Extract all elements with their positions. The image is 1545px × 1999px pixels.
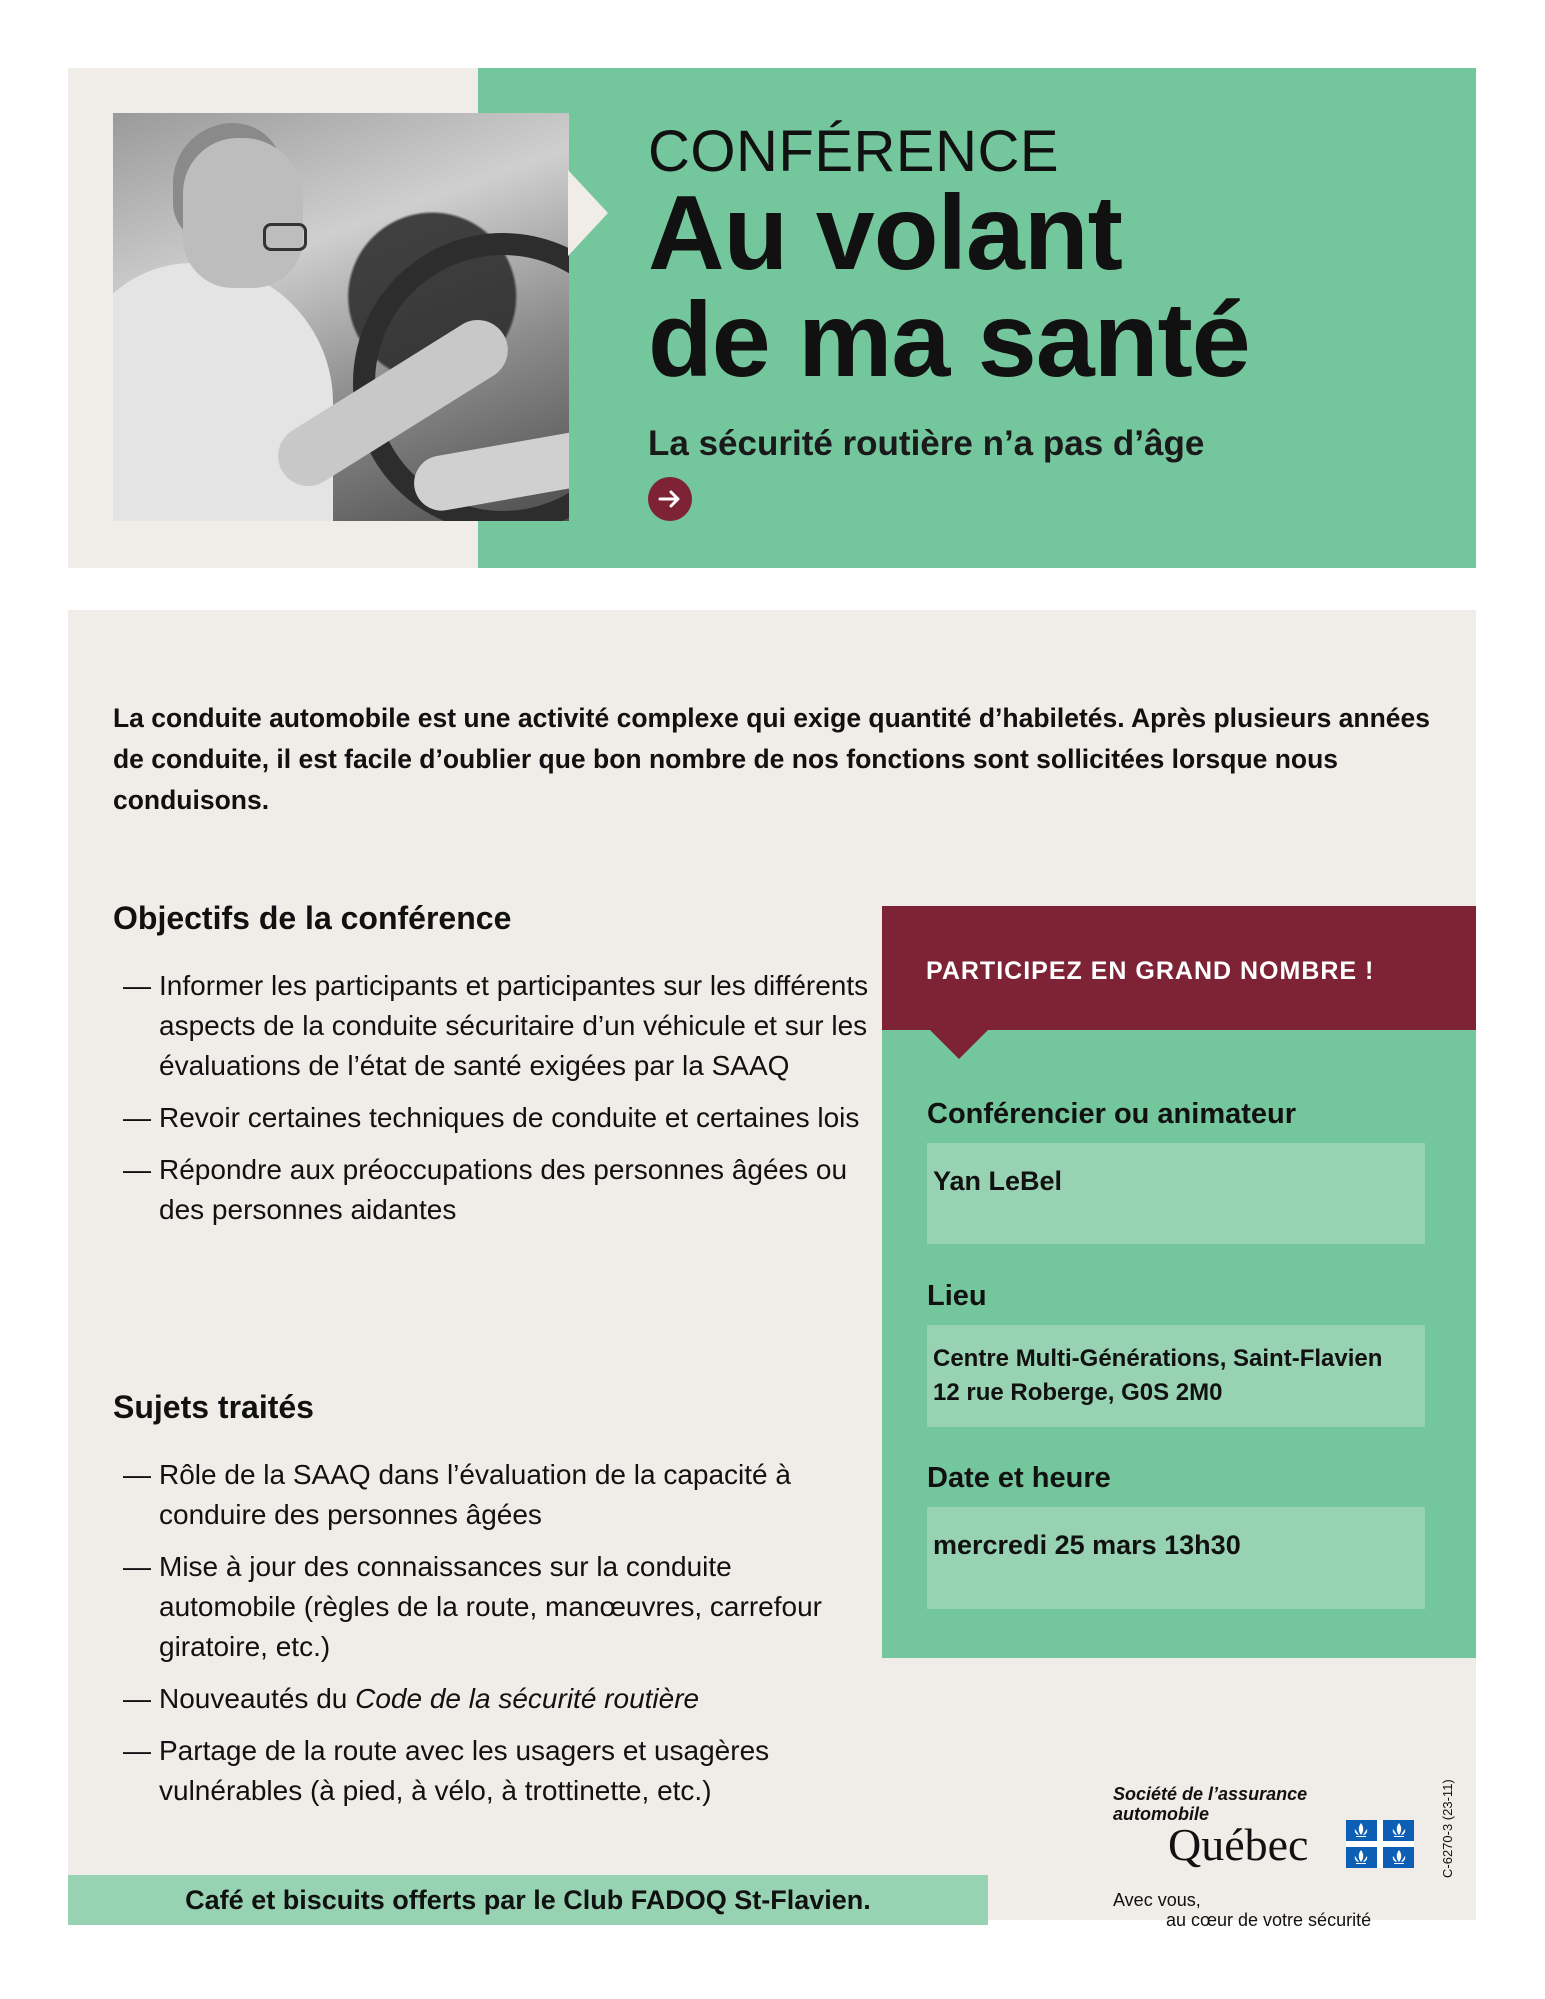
saaq-name-line-2: automobile [1113,1804,1210,1824]
date-label: Date et heure [927,1462,1111,1494]
title-line-2: de ma santé [648,281,1250,399]
sujets-heading: Sujets traités [113,1389,314,1425]
title-line-1: Au volant [648,174,1122,292]
tagline-line-2: au cœur de votre sécurité [1166,1910,1372,1930]
lieu-line-2: 12 rue Roberge, G0S 2M0 [933,1379,1223,1406]
cta-pointer [928,1028,990,1059]
footer-text: Café et biscuits offerts par le Club FADOQ St-Flavien. [185,1885,871,1915]
list-item: — Nouveautés du Code de la sécurité routière [123,1683,700,1714]
quebec-flag-icon [1346,1820,1414,1868]
objectifs-heading: Objectifs de la conférence [113,900,512,936]
sujets-list [113,1455,873,1823]
arrow-right-icon [648,477,692,521]
list-item: — Répondre aux préoccupations des personnes âgées ou des personnes aidantes [123,1154,848,1225]
tagline-line-1: Avec vous, [1113,1890,1201,1910]
intro-paragraph: La conduite automobile est une activité complexe qui exige quantité d’habiletés. Après plusieurs années de conduite, il est facile d’oublier que bon nombre de nos fonctions sont sollicitées lorsque nous conduisons. [113,703,1430,815]
lieu-label: Lieu [927,1280,987,1312]
page-subtitle: La sécurité routière n’a pas d’âge [648,424,1205,463]
saaq-name-line-1: Société de l’assurance [1113,1784,1308,1804]
lieu-line-1: Centre Multi-Générations, Saint-Flavien [933,1345,1383,1372]
list-item: — Rôle de la SAAQ dans l’évaluation de la capacité à conduire des personnes âgées [123,1459,791,1530]
driver-photo [113,113,569,521]
page-title [648,174,1448,399]
speaker-label: Conférencier ou animateur [927,1098,1297,1130]
objectifs-list [113,966,873,1242]
list-item: — Partage de la route avec les usagers et usagères vulnérables (à pied, à vélo, à trottinette, etc.) [123,1735,770,1806]
date-value: mercredi 25 mars 13h30 [933,1530,1241,1560]
header-eyebrow: CONFÉRENCE [648,119,1060,184]
speaker-value: Yan LeBel [933,1166,1063,1196]
list-item: — Mise à jour des connaissances sur la conduite automobile (règles de la route, manœuvres, carrefour giratoire, etc.) [123,1551,822,1662]
list-item: — Informer les participants et participantes sur les différents aspects de la conduite sécuritaire d’un véhicule et sur les évaluations de l’état de santé exigées par la SAAQ [123,970,869,1081]
lieu-value [933,1342,1382,1410]
document-code: C-6270-3 (23-11) [1440,1779,1455,1878]
law-title: Code de la sécurité routière [355,1683,700,1714]
list-item: — Revoir certaines techniques de conduite et certaines lois [123,1102,860,1133]
quebec-wordmark: Québec [1168,1819,1309,1870]
cta-text: PARTICIPEZ EN GRAND NOMBRE ! [926,957,1375,985]
photo-pointer [568,170,608,256]
